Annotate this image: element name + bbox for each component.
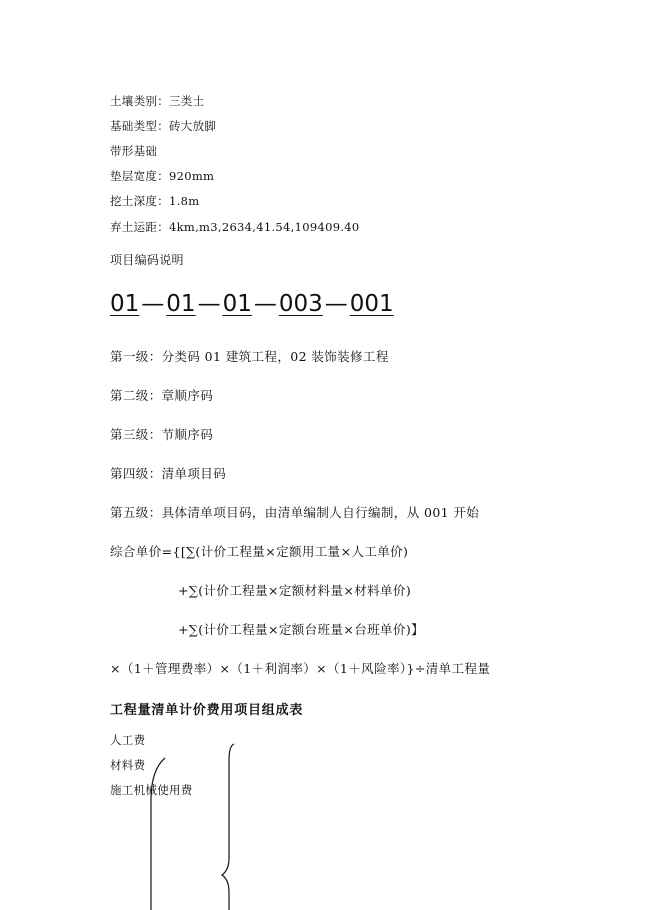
code-separator: — bbox=[253, 291, 277, 317]
level-4-description: 第四级：清单项目码 bbox=[110, 466, 227, 481]
formula-line-4: ×（1＋管理费率）×（1＋利润率）×（1＋风险率）}÷清单工程量 bbox=[110, 661, 491, 676]
code-segment: 001 bbox=[349, 291, 394, 317]
project-code bbox=[110, 291, 394, 317]
code-segment: 003 bbox=[278, 291, 323, 317]
spec-cushion-width: 垫层宽度：920mm bbox=[110, 169, 215, 183]
code-separator: — bbox=[197, 291, 221, 317]
code-segment: 01 bbox=[222, 291, 252, 317]
table-title: 工程量清单计价费用项目组成表 bbox=[110, 703, 304, 718]
code-separator: — bbox=[324, 291, 348, 317]
level-2-description: 第二级：章顺序码 bbox=[110, 388, 214, 403]
level-1-description: 第一级：分类码 01 建筑工程，02 装饰装修工程 bbox=[110, 349, 389, 364]
spec-dig-depth: 挖土深度：1.8m bbox=[110, 194, 200, 208]
formula-line-1: 综合单价={[∑(计价工程量×定额用工量×人工单价) bbox=[110, 544, 409, 559]
code-segment: 01 bbox=[110, 291, 140, 317]
spec-strip-foundation: 带形基础 bbox=[110, 144, 158, 158]
spec-haul-distance: 弃土运距：4km,m3,2634,41.54,109409.40 bbox=[110, 220, 360, 234]
code-heading: 项目编码说明 bbox=[110, 253, 184, 267]
level-5-description: 第五级：具体清单项目码，由清单编制人自行编制，从 001 开始 bbox=[110, 505, 480, 520]
formula-line-3: +∑(计价工程量×定额台班量×台班单价)】 bbox=[178, 622, 424, 637]
spec-soil-type: 土壤类别：三类土 bbox=[110, 94, 205, 108]
formula-line-2: +∑(计价工程量×定额材料量×材料单价) bbox=[178, 583, 412, 598]
code-separator: — bbox=[141, 291, 165, 317]
cost-item-labor: 人工费 bbox=[110, 733, 146, 747]
left-brace bbox=[151, 758, 165, 910]
cost-item-material: 材料费 bbox=[110, 758, 146, 772]
cost-item-machinery: 施工机械使用费 bbox=[110, 783, 193, 797]
level-3-description: 第三级：节顺序码 bbox=[110, 427, 214, 442]
code-segment: 01 bbox=[166, 291, 196, 317]
spec-foundation-type: 基础类型：砖大放脚 bbox=[110, 119, 217, 133]
right-brace bbox=[222, 744, 234, 910]
